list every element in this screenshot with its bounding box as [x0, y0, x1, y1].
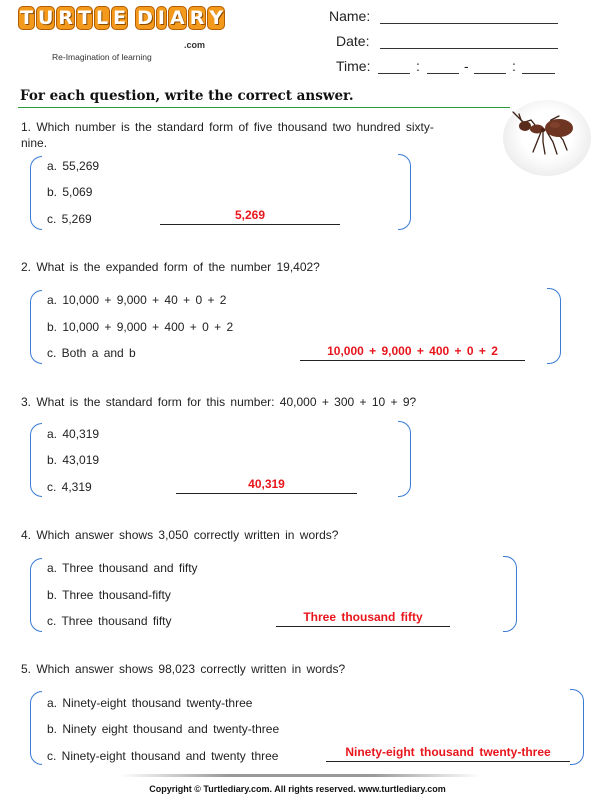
logo-letter: R	[58, 7, 74, 29]
question-2-option-b[interactable]: b. 10,000 + 9,000 + 400 + 0 + 2	[47, 320, 234, 334]
question-4-option-a[interactable]: a. Three thousand and fifty	[47, 561, 198, 575]
question-1-option-b[interactable]: b. 5,069	[47, 185, 93, 199]
question-3-option-c[interactable]: c. 4,319	[47, 480, 92, 494]
question-1-text: Which number is the standard form of five thousand two hundred sixty-nine.	[21, 120, 434, 150]
question-4-option-b[interactable]: b. Three thousand-fifty	[47, 588, 171, 602]
question-2-text: What is the expanded form of the number 19,402?	[36, 260, 320, 274]
logo-letter: E	[113, 7, 127, 29]
question-1-answer-line	[160, 224, 340, 225]
turtle-diary-logo	[18, 6, 224, 62]
time-colon-2: :	[512, 58, 516, 74]
question-1-option-c[interactable]: c. 5,269	[47, 212, 92, 226]
question-3-text: What is the standard form for this number: 40,000 + 300 + 10 + 9?	[36, 395, 417, 409]
footer-rule	[120, 774, 480, 777]
question-4-answer-line	[276, 626, 450, 627]
question-1-answer[interactable]: 5,269	[234, 208, 266, 222]
question-2-option-a[interactable]: a. 10,000 + 9,000 + 40 + 0 + 2	[47, 293, 227, 307]
question-5-text: Which answer shows 98,023 correctly written in words?	[36, 662, 346, 676]
question-3-option-b[interactable]: b. 43,019	[47, 453, 100, 467]
logo-letter: Y	[209, 7, 224, 29]
question-5-bracket-left	[30, 691, 42, 765]
question-2	[21, 259, 451, 275]
question-4-option-c[interactable]: c. Three thousand fifty	[47, 614, 172, 628]
question-5-option-b[interactable]: b. Ninety eight thousand and twenty-three	[47, 722, 280, 736]
logo-letter: I	[157, 7, 165, 29]
question-5	[21, 661, 491, 677]
time-minute2-line[interactable]	[522, 73, 555, 74]
copyright-footer: Copyright © Turtlediary.com. All rights reserved. www.turtlediary.com	[149, 784, 446, 794]
question-1-bracket-right	[398, 154, 411, 230]
date-label: Date:	[336, 33, 370, 49]
question-1-bracket-left	[30, 156, 42, 230]
time-hour-line[interactable]	[378, 73, 410, 74]
question-2-number: 2.	[21, 260, 32, 274]
logo-suffix: .com	[184, 40, 206, 50]
instruction-rule	[18, 107, 510, 108]
question-4	[21, 527, 491, 543]
question-3-answer-line	[176, 493, 357, 494]
logo-letter: A	[169, 7, 185, 29]
question-1-option-a[interactable]: a. 55,269	[47, 159, 100, 173]
instruction-text: For each question, write the correct answer.	[20, 88, 354, 104]
logo-letter: T	[78, 7, 92, 29]
question-2-answer-line	[300, 360, 525, 361]
logo-letter: D	[137, 7, 153, 29]
question-3-bracket-right	[398, 421, 411, 497]
logo-letter	[129, 6, 134, 30]
time-dash: -	[464, 58, 469, 74]
question-5-option-c[interactable]: c. Ninety-eight thousand and twenty three	[47, 749, 279, 763]
question-4-bracket-left	[30, 558, 42, 632]
question-1-number: 1.	[21, 120, 32, 134]
question-3-answer[interactable]: 40,319	[248, 477, 285, 491]
logo-letter: R	[189, 7, 205, 29]
name-line[interactable]	[380, 23, 558, 24]
question-4-bracket-right	[503, 556, 517, 632]
question-2-bracket-right	[547, 288, 561, 364]
logo-letter: L	[96, 7, 109, 29]
time-hour2-line[interactable]	[474, 73, 506, 74]
question-5-answer-line	[326, 761, 570, 762]
question-4-text: Which answer shows 3,050 correctly written in words?	[36, 528, 339, 542]
logo-tagline: Re-Imagination of learning	[52, 52, 152, 62]
question-2-option-c[interactable]: c. Both a and b	[47, 346, 136, 360]
logo-wordmark	[18, 6, 225, 30]
question-4-answer[interactable]: Three thousand fifty	[303, 610, 423, 624]
question-5-bracket-right	[570, 689, 584, 765]
date-line[interactable]	[380, 48, 558, 49]
question-5-number: 5.	[21, 662, 32, 676]
question-4-number: 4.	[21, 528, 32, 542]
question-3-bracket-left	[30, 423, 42, 497]
question-3-option-a[interactable]: a. 40,319	[47, 427, 100, 441]
question-5-option-a[interactable]: a. Ninety-eight thousand twenty-three	[47, 696, 253, 710]
ant-illustration	[503, 100, 591, 176]
time-colon-1: :	[416, 58, 420, 74]
question-2-answer[interactable]: 10,000 + 9,000 + 400 + 0 + 2	[327, 344, 498, 358]
logo-letter: U	[37, 7, 54, 29]
question-1	[21, 119, 451, 151]
logo-letter: T	[20, 7, 33, 29]
question-3-number: 3.	[21, 395, 32, 409]
ant-icon	[503, 100, 591, 176]
question-3	[21, 394, 491, 410]
time-label: Time:	[336, 58, 371, 74]
name-label: Name:	[329, 8, 371, 24]
question-2-bracket-left	[30, 290, 42, 364]
time-minute-line[interactable]	[427, 73, 459, 74]
question-5-answer[interactable]: Ninety-eight thousand twenty-three	[345, 745, 551, 759]
